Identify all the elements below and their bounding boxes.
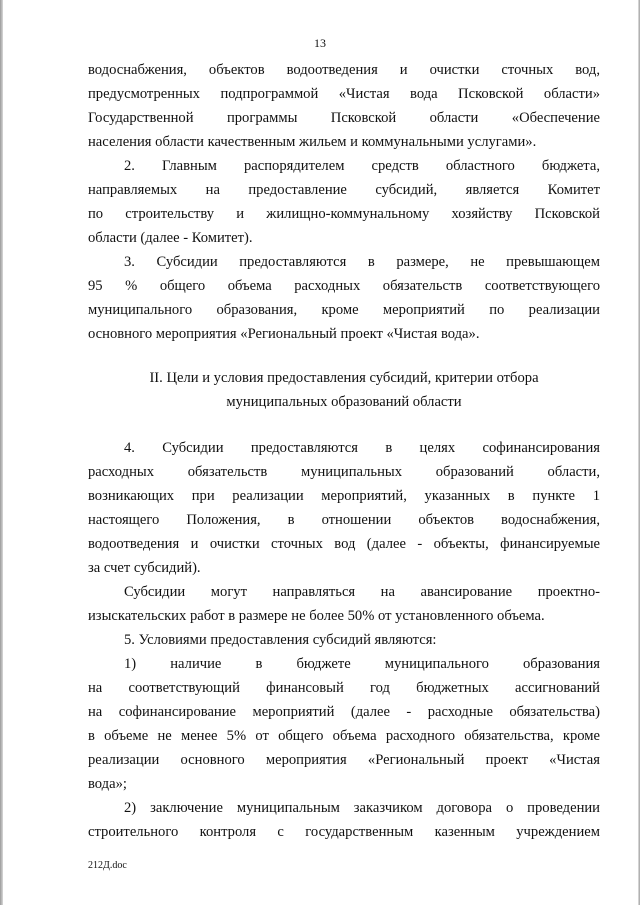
text-line: вода»; [88,776,127,792]
text-line: строительного контроля с государственным казенным учреждением [88,824,600,840]
text-line: возникающих при реализации мероприятий, указанных в пункте 1 [88,488,600,504]
text-line: 3. Субсидии предоставляются в размере, не превышающем [124,254,600,270]
text-line: реализации основного мероприятия «Региональный проект «Чистая [88,752,600,768]
text-line: населения области качественным жильем и коммунальными услугами». [88,134,537,150]
text-line: предусмотренных подпрограммой «Чистая вода Псковской области» [88,86,600,102]
text-line: 2) заключение муниципальным заказчиком договора о проведении [124,800,600,816]
paragraph-item-4-advance [88,580,600,628]
text-line: расходных обязательств муниципальных образований области, [88,464,600,480]
section-heading-line: муниципальных образований области [226,394,462,410]
text-line: на соответствующий финансовый год бюджетных ассигнований [88,680,600,696]
section-heading [88,366,600,414]
text-line: 5. Условиями предоставления субсидий являются: [124,632,437,648]
paragraph-item-5 [88,628,600,652]
scan-edge-left [0,0,3,905]
text-line: направляемых на предоставление субсидий, является Комитет [88,182,600,198]
text-line: области (далее - Комитет). [88,230,253,246]
text-line: водоснабжения, объектов водоотведения и очистки сточных вод, [88,62,600,78]
text-line: водоотведения и очистки сточных вод (далее - объекты, финансируемые [88,536,600,552]
paragraph-item-5-2 [88,796,600,844]
text-line: основного мероприятия «Региональный проект «Чистая вода». [88,326,480,342]
paragraph-item-3 [88,250,600,346]
text-line: изыскательских работ в размере не более 50% от установленного объема. [88,608,545,624]
text-line: на софинансирование мероприятий (далее - расходные обязательства) [88,704,600,720]
text-line: 95 % общего объема расходных обязательств соответствующего [88,278,600,294]
paragraph-item-2 [88,154,600,250]
text-line: Государственной программы Псковской области «Обеспечение [88,110,600,126]
text-line: настоящего Положения, в отношении объектов водоснабжения, [88,512,600,528]
text-line: муниципального образования, кроме мероприятий по реализации [88,302,600,318]
page-number: 13 [314,36,326,50]
text-line: за счет субсидий). [88,560,201,576]
paragraph-item-5-1 [88,652,600,796]
section-heading-line: II. Цели и условия предоставления субсидий, критерии отбора [149,370,539,386]
paragraph-item-1-continuation [88,58,600,154]
text-line: по строительству и жилищно-коммунальному хозяйству Псковской [88,206,600,222]
paragraph-item-4 [88,436,600,580]
text-line: 4. Субсидии предоставляются в целях софинансирования [124,440,600,456]
footer-filename: 212Д.doc [88,860,127,871]
text-line: в объеме не менее 5% от общего объема расходного обязательства, кроме [88,728,600,744]
text-line: Субсидии могут направляться на авансирование проектно- [124,584,600,600]
text-line: 1) наличие в бюджете муниципального образования [124,656,600,672]
text-line: 2. Главным распорядителем средств областного бюджета, [124,158,600,174]
